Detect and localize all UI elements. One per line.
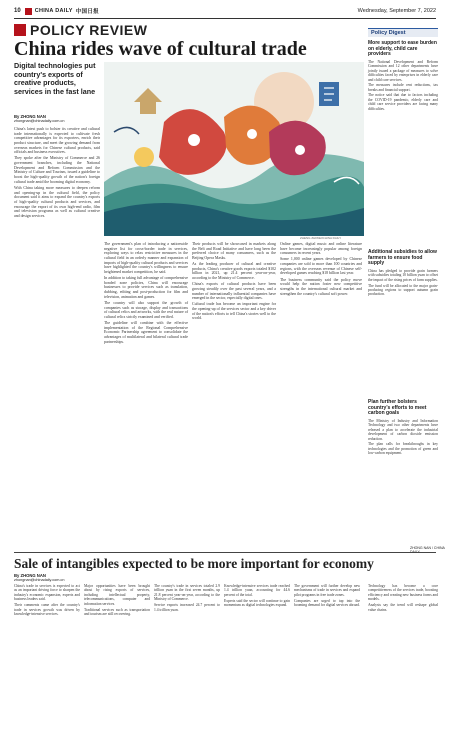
- second-column-2: [84, 584, 150, 618]
- digest-item-title: Plan further bolsters country's efforts to meet carbon goals: [368, 399, 427, 417]
- paragraph: The business community said the policy move would help the nation foster new competitive strengths in the international cultural market and strengthen the country's cultural soft power.: [280, 277, 362, 296]
- paragraph: The country's trade in services totaled 2.9 trillion yuan in the first seven months, up 21.8 percent year-on-year, according to the Ministry of Commerce.: [154, 584, 220, 602]
- paragraph: China's trade in services is expected to act as an important driving force to sharpen the industry's economic expansion, experts and business leaders said.: [14, 584, 80, 602]
- paragraph: The Ministry of Industry and Information Technology and two other departments have released a plan to accelerate the industrial development of carbon dioxide emission reduction.: [368, 419, 438, 441]
- paragraph: The country will also support the growth of companies such as storage, display and transactions of cultural relics and artworks, with the real nature of cultural relics strictly examined and verified.: [104, 300, 188, 319]
- main-headline: China rides wave of cultural trade: [14, 38, 307, 60]
- china-daily-logo-icon: [25, 8, 32, 15]
- digest-item-title: More support to ease burden on elderly, child care providers: [368, 40, 437, 58]
- policy-digest-header: [368, 28, 438, 37]
- byline-email: zhongnan@chinadaily.com.cn: [14, 119, 65, 124]
- paragraph: The National Development and Reform Commission and 12 other departments have jointly issued a package of measures to solve difficulties faced by enterprises in elderly care and child care services.: [368, 60, 438, 82]
- story-divider: [14, 552, 436, 553]
- paragraph: In addition to taking full advantage of comprehensive bonded zone policies, China will encourage businesses to provide services such as translation, dubbing, editing and post-production for film and television, animation and games.: [104, 276, 188, 299]
- second-headline: Sale of intangibles expected to be more important for economy: [14, 556, 374, 571]
- section-header: [14, 22, 147, 38]
- paragraph: Some 1,000 online games developed by Chinese companies are sold to more than 100 countries and regions, with the overseas revenue of Chinese self-developed games reaching $18 billion last year.: [280, 257, 362, 276]
- paragraph: Service exports increased 24.7 percent to 1.4 trillion yuan.: [154, 603, 220, 612]
- sidebar-byline: ZHONG NAN / CHINA DAILY: [410, 546, 445, 554]
- paragraph: Technology has become a core competitiveness of the services trade, boosting efficiency and creating new business forms and models.: [368, 584, 438, 602]
- paragraph: China's exports of cultural products have been growing steadily over the past several years, and a number of internationally influential companies have emerged in the sector, especially digital ones.: [192, 282, 276, 301]
- photo-credit: ZHENG ZHIWEI/CHINA DAILY: [300, 236, 342, 240]
- second-byline: [14, 574, 74, 583]
- main-illustration: [104, 62, 364, 236]
- second-column-4: [224, 584, 290, 609]
- culture-wave-illustration: [104, 62, 364, 236]
- section-marker-icon: [14, 24, 26, 36]
- second-column-5: [294, 584, 360, 609]
- top-rule: [14, 18, 436, 19]
- paper-name-cn: 中国日报: [75, 9, 99, 15]
- second-column-3: [154, 584, 220, 613]
- paper-name: CHINA DAILY: [34, 8, 73, 14]
- paragraph: They spoke after the Ministry of Commerce and 26 government branches, including the National Development and Reform Commission and the Ministry of Culture and Tourism, issued a guideline to boost the high-quality growth of the nation's foreign cultural trade amid the booming digital economy.: [14, 156, 100, 184]
- main-deck: Digital technologies put country's exports of creative products, services in the fast lane: [14, 61, 96, 96]
- second-column-6: [368, 584, 438, 613]
- byline-email: zhongnan@chinadaily.com.cn: [14, 578, 65, 583]
- paragraph: The fund will be allocated to the major grain-producing regions to support autumn grain production.: [368, 283, 438, 297]
- paragraph: China's latest push to bolster its creative and cultural trade internationally is expected to cultivate fresh competitive advantages for its exporters, enrich their product structure, and meet the growing demand from overseas markets for Chinese cultural products, said officials and business executives.: [14, 127, 100, 155]
- paragraph: Cultural trade has become an important engine for the opening-up of the services sector and a key driver of the nation's efforts to tell China's stories well to the world.: [192, 302, 276, 321]
- paragraph: Knowledge-intensive services trade reached 1.4 trillion yuan, accounting for 44.6 percent of the total.: [224, 584, 290, 597]
- paragraph: Analysts say the trend will reshape global value chains.: [368, 603, 438, 612]
- masthead: [14, 6, 436, 16]
- byline-name: By ZHONG NAN: [14, 573, 46, 578]
- digest-item-body: [368, 419, 438, 457]
- section-title: POLICY REVIEW: [30, 22, 148, 38]
- paragraph: With China taking more measures to deepen reform and opening-up in the cultural field, the policy document said it aims to expand the country's exports of high-quality cultural products and services, and encourage the export of its own high-end radio, film and television programs as well as cultural creative and design services.: [14, 185, 100, 218]
- paragraph: Online games, digital music and online literature have become increasingly popular among foreign consumers in recent years.: [280, 242, 362, 256]
- paragraph: Companies are urged to tap into the booming demand for digital services abroad.: [294, 598, 360, 608]
- paragraph: The plan calls for breakthroughs in key technologies and the promotion of green and low-carbon equipment.: [368, 442, 438, 456]
- main-byline: [14, 115, 100, 124]
- policy-digest-title: Policy Digest: [371, 30, 406, 36]
- main-column-4: [280, 242, 362, 298]
- paragraph: The guideline will combine with the effective implementation of the Regional Comprehensive Economic Partnership agreement to consolidate the advantages of multilateral and bilateral cultural trade partnerships.: [104, 321, 188, 344]
- paragraph: Major opportunities have been brought about by rising exports of services, including intellectual property, telecommunications, computer and information services.: [84, 584, 150, 606]
- paragraph: China has pledged to provide grain farmers with subsidies totaling 10 billion yuan to offset the impact of the rising prices of farm supplies.: [368, 269, 438, 282]
- main-column-1: [14, 127, 100, 220]
- issue-date: Wednesday, September 7, 2022: [357, 8, 436, 14]
- main-column-2: [104, 242, 188, 346]
- page-number: 10: [14, 8, 21, 14]
- paragraph: The government's plan of introducing a nationwide negative list for cross-border trade in services, exploring ways to relax restrictive measures in the cultural field in an orderly manner and expansion of imports of high-quality cultural products and services have highlighted the country's willingness to ensure heightened market competition, he said.: [104, 242, 188, 274]
- digest-item-body: [368, 60, 438, 112]
- paragraph: Their products will be showcased in markets along the Belt and Road Initiative and have long been the preferred choice of many consumers, such as the Beijing Opera Masks.: [192, 242, 276, 260]
- digest-item-title: Additional subsidies to allow farmers to ensure food supply: [368, 249, 437, 267]
- byline-name: By ZHONG NAN: [14, 114, 46, 119]
- paragraph: Their comments came after the country's trade in services growth was driven by knowledge-intensive services.: [14, 603, 80, 617]
- paragraph: The notice said that due to factors including the COVID-19 pandemic, elderly care and child care service providers are facing many difficulties.: [368, 93, 438, 111]
- paragraph: The measures include rent reductions, tax breaks and financial support.: [368, 83, 438, 92]
- paragraph: As the leading producer of cultural and creative products, China's creative goods exports totaled $102 billion in 2021, up 21.4 percent year-on-year, according to the Ministry of Commerce.: [192, 262, 276, 281]
- second-column-1: [14, 584, 80, 618]
- main-column-3: [192, 242, 276, 323]
- paragraph: Experts said the sector will continue to gain momentum as digital technologies expand.: [224, 598, 290, 608]
- digest-item-body: [368, 269, 438, 298]
- paragraph: The government will further develop new mechanisms of trade in services and expand pilot programs in free trade zones.: [294, 584, 360, 597]
- paragraph: Traditional services such as transportation and tourism are still recovering.: [84, 607, 150, 617]
